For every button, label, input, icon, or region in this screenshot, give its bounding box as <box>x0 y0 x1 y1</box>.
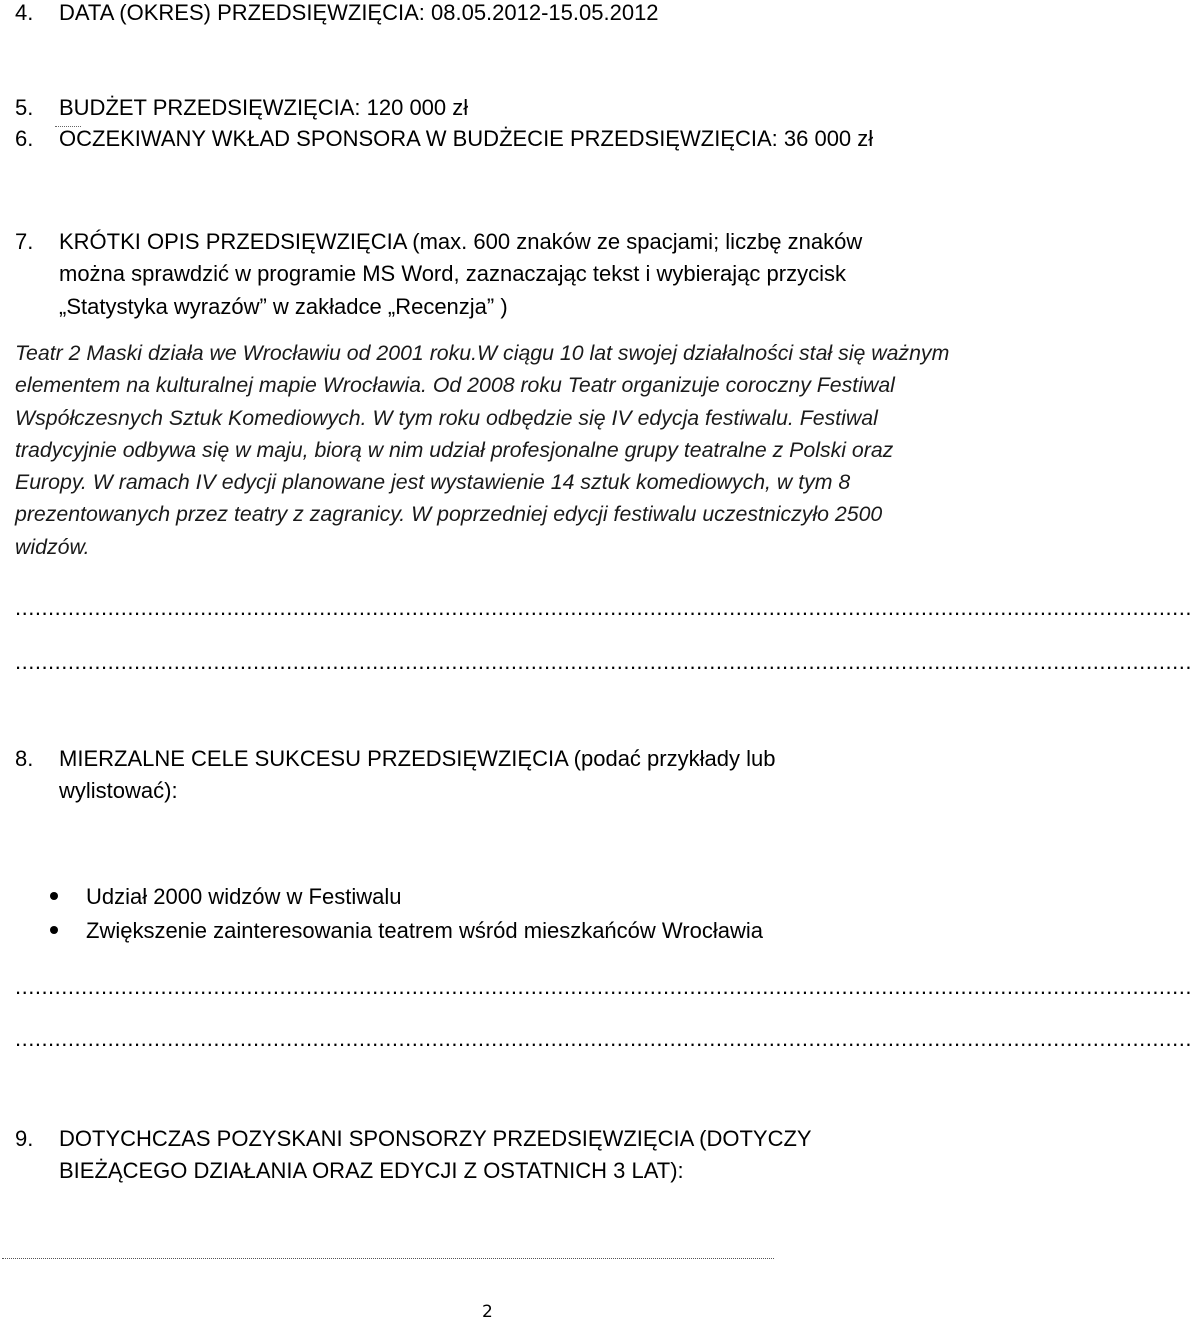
item-7-line-1: KRÓTKI OPIS PRZEDSIĘWZIĘCIA (max. 600 znaków ze spacjami; liczbę znaków <box>59 229 863 254</box>
list-item <box>50 918 763 944</box>
item-7 <box>15 229 862 255</box>
item-8-line-2: wylistować): <box>59 778 178 803</box>
item-9-line-2: BIEŻĄCEGO DZIAŁANIA ORAZ EDYCJI Z OSTATNICH 3 LAT): <box>59 1158 684 1183</box>
dotted-fill-line: .................................................................................................................................................................................. <box>15 649 1192 674</box>
item-7-number: 7. <box>15 229 34 254</box>
item-7-line-3: „Statystyka wyrazów” w zakładce „Recenzja” ) <box>59 294 508 319</box>
page-number: 2 <box>482 1302 493 1322</box>
bullet-icon <box>50 892 58 900</box>
item-5-number: 5. <box>15 95 34 120</box>
item-4-number: 4. <box>15 0 34 25</box>
item-4 <box>15 0 659 26</box>
item-8-number: 8. <box>15 746 34 771</box>
item-9-line-1: DOTYCHCZAS POZYSKANI SPONSORZY PRZEDSIĘWZIĘCIA (DOTYCZY <box>59 1126 812 1151</box>
bullet-icon <box>50 926 58 934</box>
item-4-text: DATA (OKRES) PRZEDSIĘWZIĘCIA: 08.05.2012-15.05.2012 <box>59 0 659 25</box>
item-6-text: OCZEKIWANY WKŁAD SPONSORA W BUDŻECIE PRZEDSIĘWZIĘCIA: 36 000 zł <box>59 126 874 151</box>
item-9-number: 9. <box>15 1126 34 1151</box>
dotted-fill-line: .................................................................................................................................................................................. <box>15 974 1192 999</box>
item-6 <box>15 126 873 152</box>
item-9 <box>15 1126 812 1152</box>
dotted-fill-line: .................................................................................................................................................................................. <box>15 595 1192 620</box>
item-8 <box>15 746 775 772</box>
dotted-rule <box>2 1258 774 1259</box>
item-7-line-2: można sprawdzić w programie MS Word, zaznaczając tekst i wybierając przycisk <box>59 261 846 286</box>
item-5 <box>15 95 468 121</box>
item-5-text: BUDŻET PRZEDSIĘWZIĘCIA: 120 000 zł <box>59 95 469 120</box>
item-6-number: 6. <box>15 126 34 151</box>
dotted-fill-line: .................................................................................................................................................................................. <box>15 1026 1192 1051</box>
list-item <box>50 884 401 910</box>
project-description: Teatr 2 Maski działa we Wrocławiu od 2001 roku.W ciągu 10 lat swojej działalności stał się ważnym elementem na kulturalnej mapie Wrocławia. Od 2008 roku Teatr organizuje coroczny Festiwal Współczesnych Sztuk Komediowych. W tym roku odbędzie się IV edycja festiwalu. Festiwal tradycyjnie odbywa się w maju, biorą w nim udział profesjonalne grupy teatralne z Polski oraz Europy. W ramach IV edycji planowane jest wystawienie 14 sztuk komediowych, w tym 8 prezentowanych przez teatry z zagranicy. W poprzedniej edycji festiwalu uczestniczyło 2500 widzów. <box>15 341 950 559</box>
item-8-line-1: MIERZALNE CELE SUKCESU PRZEDSIĘWZIĘCIA (podać przykłady lub <box>59 746 776 771</box>
list-item-text: Zwiększenie zainteresowania teatrem wśród mieszkańców Wrocławia <box>86 918 763 943</box>
list-item-text: Udział 2000 widzów w Festiwalu <box>86 884 402 909</box>
